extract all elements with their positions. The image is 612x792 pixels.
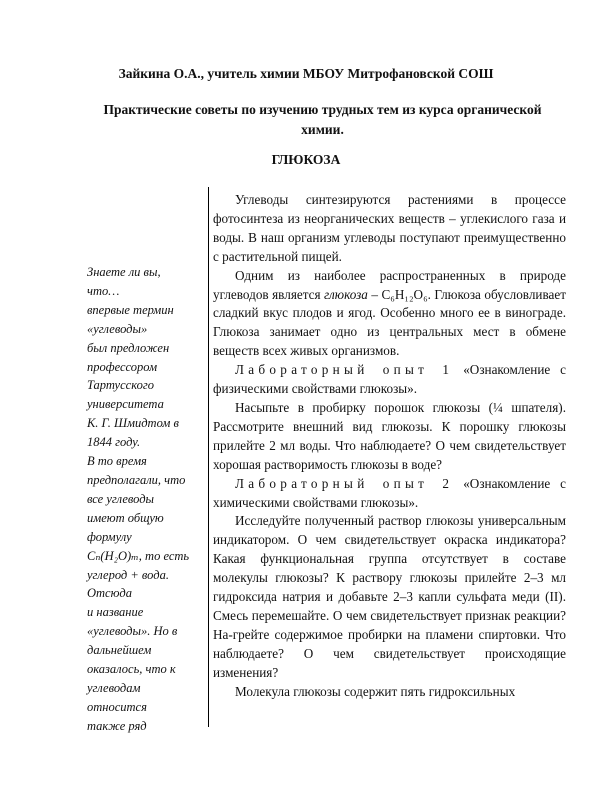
main-text-column — [213, 191, 566, 701]
paragraph-glucose-start: Одним из наиболее распространенных в природе углеводов является — [213, 267, 566, 302]
section-heading: ГЛЮКОЗА — [271, 152, 341, 167]
sidebar-line: «углеводы». Но в — [87, 624, 178, 639]
sidebar-line: формулу — [87, 529, 132, 544]
author-line: Зайкина О.А., учитель химии МБОУ Митрофановской СОШ — [118, 66, 494, 81]
lab-experiment-2-title: «Ознакомление с химическими свойствами глюкозы». — [213, 475, 567, 510]
paragraph-intro: Углеводы синтезируются растениями в процессе фотосинтеза из неорганических веществ – углекислого газа и воды. В наш организм углеводы поступают преимущественно с растительной пищей. — [213, 192, 566, 264]
glucose-term: глюкоза — [324, 286, 368, 302]
paragraph-glucose-end: – C₆H₁₂O₆. Глюкоза обусловливает сладкий вкус плодов и ягод. Особенно много ее в винограде. Глюкоза занимает одно из центральных мест в обмене веществ всех живых организмов. — [213, 286, 566, 359]
sidebar-line: углеводам — [87, 680, 141, 695]
paragraph-molecule: Молекула глюкозы содержит пять гидроксильных — [235, 683, 516, 699]
sidebar-line: В то время — [87, 454, 147, 469]
document-title: Практические советы по изучению трудных тем из курса органической химии. — [103, 102, 542, 137]
sidebar-line: Отсюда — [87, 586, 132, 601]
sidebar-line: профессором — [87, 359, 158, 374]
sidebar-line: также ряд — [87, 718, 147, 733]
sidebar-line: и название — [87, 605, 144, 620]
sidebar-line: К. Г. Шмидтом в — [87, 416, 179, 431]
paragraph-experiment-2: Исследуйте полученный раствор глюкозы универсальным индикатором. О чем свидетельствует окраска индикатора? Какая функциональная группа отсутствует в составе молекулы глюкозы? К раствору глюкозы прилейте 2–3 мл гидроксида натрия и добавьте 2–3 капли сульфата меди (II). Смесь перемешайте. О чем свидетельствует признак реакции? На-грейте содержимое пробирки на пламени спиртовки. Что наблюдаете? О чем свидетельствует происходящие изменения? — [213, 513, 566, 680]
sidebar-line: университета — [87, 397, 164, 412]
lab-experiment-1-heading — [213, 361, 566, 399]
sidebar-line: имеют общую — [87, 510, 164, 525]
paragraph-glucose — [213, 267, 566, 362]
sidebar-line: оказалось, что к — [87, 662, 176, 677]
lab-experiment-1-title: «Ознакомление с физическими свойствами глюкозы». — [213, 362, 567, 397]
sidebar-line: все углеводы — [87, 491, 155, 506]
sidebar-line: Cₙ(H₂O)ₘ, то есть — [87, 548, 190, 563]
did-you-know-sidebar — [87, 263, 205, 736]
sidebar-line: 1844 году. — [87, 435, 141, 450]
lab-experiment-1-label: Лабораторный опыт 1 — [235, 362, 454, 378]
sidebar-line: впервые термин — [87, 302, 174, 317]
sidebar-line: Тартусского — [87, 378, 154, 393]
sidebar-line: был предложен — [87, 340, 170, 355]
paragraph-experiment-1: Насыпьте в пробирку порошок глюкозы (¼ шпателя). Рассмотрите внешний вид глюкозы. К порошку глюкозы прилейте 2 мл воды. Что наблюдаете? О чем свидетельствует хорошая растворимость глюкозы в воде? — [213, 399, 566, 472]
sidebar-line: относится — [87, 699, 147, 714]
column-divider — [208, 187, 209, 727]
sidebar-line: «углеводы» — [87, 321, 148, 336]
sidebar-line: дальнейшем — [87, 643, 152, 658]
lab-experiment-2-label: Лабораторный опыт 2 — [235, 475, 454, 491]
sidebar-line: Знаете ли вы, — [87, 265, 161, 279]
sidebar-line: углерод + вода. — [87, 567, 169, 582]
sidebar-line: предполагали, что — [87, 472, 186, 487]
lab-experiment-2-heading — [213, 475, 566, 513]
sidebar-line: что… — [87, 283, 120, 298]
